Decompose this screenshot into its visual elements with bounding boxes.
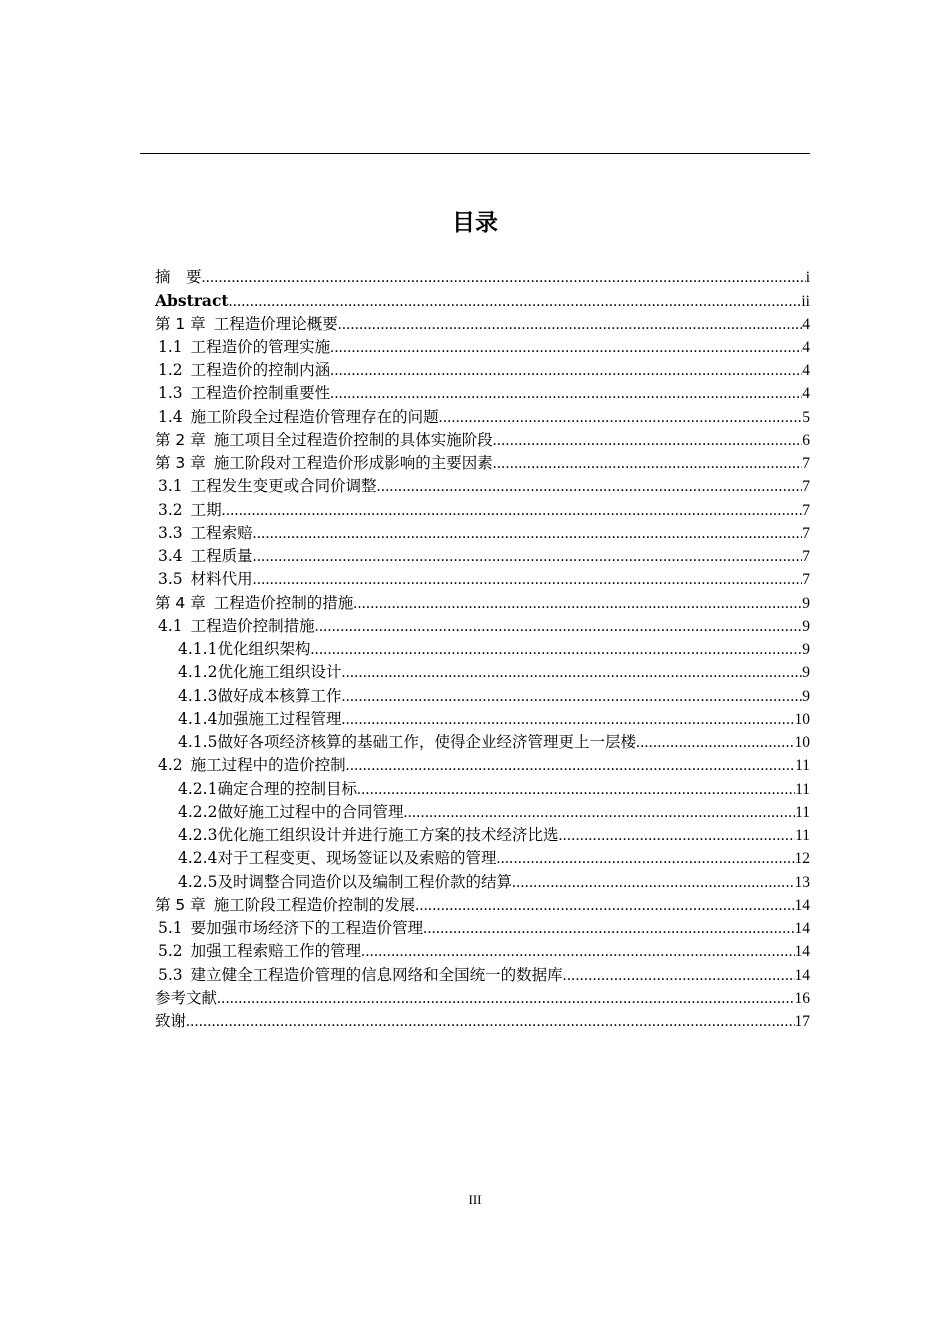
toc-entry-page: 5 (802, 408, 810, 426)
toc-entry-label: 优化施工组织设计并进行施工方案的技术经济比选 (217, 826, 559, 844)
toc-entry-page: 13 (794, 873, 810, 891)
toc-entry-number: 4.2.2 (178, 802, 218, 821)
toc-entry-page: 4 (802, 362, 810, 379)
toc-dot-leader (563, 964, 795, 987)
toc-entry[interactable] (155, 940, 810, 963)
toc-entry-number: 4.2.1 (178, 779, 218, 798)
toc-entry-page: 4 (802, 338, 810, 356)
toc-entry-number: 5.3 (158, 965, 183, 984)
toc-entry-number: 4.1.3 (178, 686, 218, 705)
toc-entry-label: 做好施工过程中的合同管理 (217, 802, 404, 821)
toc-entry-page: 7 (802, 455, 810, 472)
toc-entry-number: 4.2.5 (178, 872, 218, 891)
toc-dot-leader (423, 917, 794, 940)
toc-entry[interactable] (155, 359, 810, 382)
toc-entry-page: 14 (794, 896, 810, 914)
toc-entry[interactable] (155, 266, 810, 289)
toc-entry-label: 优化施工组织设计 (217, 663, 342, 682)
toc-entry-page: 4 (802, 385, 810, 403)
toc-entry-number: 3.4 (158, 547, 183, 565)
toc-entry-page: 10 (794, 710, 810, 728)
toc-entry-number: 4.1.1 (178, 640, 218, 658)
toc-entry-page: 4 (802, 315, 810, 333)
toc-dot-leader (330, 359, 802, 382)
toc-dot-leader (186, 1010, 794, 1033)
toc-entry-page: 14 (794, 943, 810, 961)
toc-entry-page: 17 (794, 1013, 810, 1030)
toc-entry-label: 施工过程中的造价控制 (190, 756, 346, 775)
toc-entry[interactable] (155, 964, 810, 987)
toc-entry-number: 1.2 (158, 361, 183, 379)
toc-entry[interactable] (155, 708, 810, 731)
toc-dot-leader (310, 638, 802, 661)
toc-dot-leader (493, 452, 803, 475)
toc-dot-leader (253, 545, 803, 568)
toc-title: 目录 (452, 210, 498, 236)
toc-entry-number: 1.4 (158, 407, 183, 426)
toc-entry-page: 9 (802, 664, 810, 682)
toc-entry[interactable] (155, 917, 810, 940)
toc-dot-leader (330, 336, 802, 359)
toc-entry[interactable] (155, 452, 810, 475)
toc-entry-number: 第 3 章 (155, 454, 206, 472)
toc-dot-leader (377, 475, 803, 498)
toc-entry[interactable] (155, 382, 810, 405)
toc-entry-number: 4.2.3 (178, 826, 218, 844)
toc-entry-label: 工程造价控制的措施 (213, 593, 354, 612)
toc-dot-leader (202, 266, 806, 289)
toc-dot-leader (253, 568, 803, 591)
toc-entry-page: i (805, 269, 810, 286)
toc-entry[interactable] (155, 661, 810, 684)
toc-entry[interactable] (155, 475, 810, 498)
toc-dot-leader (512, 871, 795, 894)
toc-dot-leader (341, 661, 802, 684)
toc-entry-label: 优化组织架构 (217, 640, 311, 658)
toc-entry-label: 要加强市场经济下的工程造价管理 (190, 919, 424, 937)
toc-entry-label: 工程索赔 (190, 523, 253, 542)
toc-dot-leader (439, 406, 803, 429)
toc-entry[interactable] (155, 499, 810, 522)
toc-entry-number: 第 1 章 (155, 314, 206, 333)
toc-entry-label: 工程造价的控制内涵 (190, 361, 331, 379)
toc-entry-number: 4.1 (158, 616, 183, 635)
toc-entry-label: 做好各项经济核算的基础工作，使得企业经济管理更上一层楼 (217, 733, 636, 751)
toc-entry[interactable] (155, 894, 810, 917)
toc-entry-number: 4.2.4 (178, 849, 218, 868)
toc-entry[interactable] (155, 754, 810, 777)
toc-entry-page: 6 (802, 431, 810, 449)
toc-entry-label: 施工阶段全过程造价管理存在的问题 (190, 407, 439, 426)
toc-entry[interactable] (155, 801, 810, 824)
toc-entry-number: 3.2 (158, 500, 183, 519)
toc-dot-leader (229, 290, 802, 313)
toc-entry-label: 参考文献 (155, 988, 218, 1007)
toc-dot-leader (315, 615, 803, 638)
toc-dot-leader (636, 731, 795, 754)
toc-entry-number: 第 2 章 (155, 430, 206, 449)
toc-entry-page: 11 (795, 827, 810, 844)
toc-entry-label: 施工阶段对工程造价形成影响的主要因素 (213, 454, 493, 472)
toc-entry[interactable] (155, 615, 810, 638)
toc-entry[interactable] (155, 824, 810, 847)
page-number: III (468, 1192, 482, 1207)
toc-entry-page: 14 (794, 966, 810, 984)
toc-dot-leader (361, 940, 794, 963)
toc-entry-number: 4.2 (158, 756, 183, 775)
toc-entry-number: 3.5 (158, 570, 183, 589)
toc-entry-label: 工程造价的管理实施 (190, 337, 331, 356)
toc-entry-label: 及时调整合同造价以及编制工程价款的结算 (217, 872, 512, 891)
toc-entry-page: 11 (795, 780, 810, 798)
toc-entry-number: 3.3 (158, 523, 183, 542)
toc-entry-page: 11 (795, 757, 810, 775)
toc-entry-number: 1.1 (158, 337, 183, 356)
toc-entry[interactable] (155, 429, 810, 452)
toc-entry-page: 9 (802, 594, 810, 612)
toc-entry-page: 7 (802, 524, 810, 542)
toc-entry-number: 1.3 (158, 384, 183, 403)
toc-entry-page: 11 (795, 803, 810, 821)
toc-entry-page: 9 (802, 641, 810, 658)
toc-dot-leader (346, 754, 795, 777)
toc-entry[interactable] (155, 871, 810, 894)
toc-dot-leader (330, 382, 802, 405)
toc-entry-number: 第 4 章 (155, 593, 206, 612)
toc-entry-page: 7 (802, 501, 810, 519)
toc-dot-leader (341, 685, 802, 708)
toc-entry-label: 建立健全工程造价管理的信息网络和全国统一的数据库 (190, 965, 563, 984)
toc-entry-number: 第 5 章 (155, 895, 206, 914)
toc-entry-label: 致谢 (155, 1012, 187, 1030)
toc-entry-page: 9 (802, 617, 810, 635)
toc-entry[interactable] (155, 731, 810, 754)
toc-entry-page: 7 (802, 548, 810, 565)
toc-entry[interactable] (155, 685, 810, 708)
toc-entry[interactable] (155, 313, 810, 336)
table-of-contents (155, 266, 810, 1033)
toc-dot-leader (357, 778, 795, 801)
toc-entry-label: Abstract (155, 291, 229, 311)
toc-entry-number: 3.1 (158, 477, 183, 496)
toc-entry-page: 12 (794, 850, 810, 868)
toc-entry-number: 4.1.2 (178, 663, 218, 682)
toc-entry[interactable] (155, 987, 810, 1010)
header-rule (140, 153, 810, 154)
toc-entry-label: 材料代用 (190, 570, 253, 589)
toc-entry[interactable] (155, 406, 810, 429)
toc-entry[interactable] (155, 1010, 810, 1033)
toc-entry-number: 4.1.5 (178, 733, 218, 751)
toc-entry-label: 加强施工过程管理 (217, 709, 342, 728)
toc-dot-leader (496, 847, 794, 870)
toc-entry-page: 7 (802, 571, 810, 589)
toc-dot-leader (415, 894, 794, 917)
toc-entry-label: 工程造价理论概要 (213, 314, 338, 333)
toc-entry-label: 施工阶段工程造价控制的发展 (213, 895, 416, 914)
toc-entry-page: 9 (802, 687, 810, 705)
toc-dot-leader (341, 708, 794, 731)
toc-dot-leader (403, 801, 795, 824)
toc-entry-label: 确定合理的控制目标 (217, 779, 357, 798)
toc-entry-page: 14 (794, 920, 810, 937)
toc-entry-label: 工期 (190, 500, 222, 519)
toc-dot-leader (338, 313, 803, 336)
toc-entry-label: 工程造价控制措施 (190, 616, 315, 635)
toc-entry-number: 5.1 (158, 919, 183, 937)
toc-entry-label: 摘 要 (155, 268, 202, 286)
toc-entry[interactable] (155, 522, 810, 545)
toc-entry-page: 7 (802, 478, 810, 496)
toc-entry-number: 4.1.4 (178, 709, 218, 728)
toc-entry-label: 工程造价控制重要性 (190, 384, 331, 403)
toc-entry-label: 对于工程变更、现场签证以及索赔的管理 (217, 849, 497, 868)
toc-entry-label: 工程发生变更或合同价调整 (190, 477, 377, 496)
toc-dot-leader (558, 824, 795, 847)
toc-entry[interactable] (155, 847, 810, 870)
toc-entry[interactable] (155, 592, 810, 615)
toc-entry-page: ii (801, 293, 810, 311)
toc-entry[interactable] (155, 545, 810, 568)
toc-entry[interactable] (155, 568, 810, 591)
toc-dot-leader (493, 429, 803, 452)
toc-entry-label: 做好成本核算工作 (217, 686, 342, 705)
toc-entry[interactable] (155, 289, 810, 312)
toc-entry[interactable] (155, 638, 810, 661)
toc-entry[interactable] (155, 336, 810, 359)
toc-dot-leader (353, 592, 802, 615)
toc-entry-label: 加强工程索赔工作的管理 (190, 942, 362, 961)
toc-entry-number: 5.2 (158, 942, 183, 961)
toc-dot-leader (217, 987, 794, 1010)
toc-entry-page: 16 (794, 989, 810, 1007)
toc-dot-leader (222, 499, 803, 522)
toc-entry-label: 施工项目全过程造价控制的具体实施阶段 (213, 430, 493, 449)
toc-entry[interactable] (155, 778, 810, 801)
toc-dot-leader (253, 522, 803, 545)
toc-entry-page: 10 (794, 734, 810, 751)
toc-entry-label: 工程质量 (190, 547, 253, 565)
